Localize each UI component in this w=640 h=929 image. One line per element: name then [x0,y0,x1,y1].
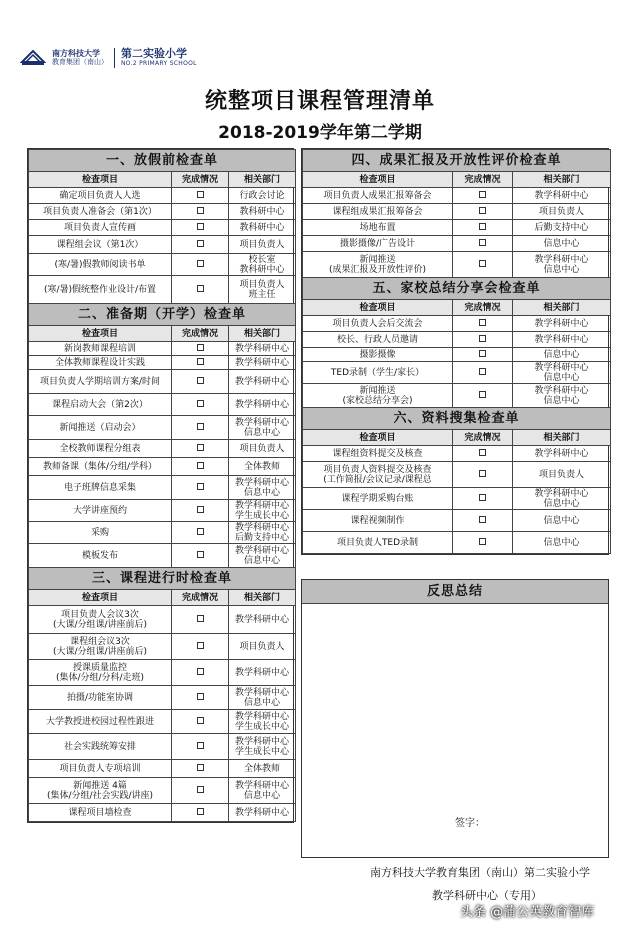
related-dept: 教学科研中心 信息中心 [229,544,296,568]
completion-cell [453,316,513,332]
checklist-table [302,149,611,554]
checklist-row [303,188,611,204]
completion-cell [172,522,229,544]
header-status: 完成情况 [172,172,229,188]
related-dept: 教学科研中心 后勤支持中心 [229,522,296,544]
completion-cell [453,348,513,362]
header-item: 检查项目 [29,326,172,342]
section-title-row [303,150,611,172]
header-dept: 相关部门 [229,172,296,188]
related-dept: 教学科研中心 信息中心 [229,686,296,710]
completion-cell [172,394,229,416]
column-header-row [303,300,611,316]
checklist-row [29,254,296,276]
completion-checkbox[interactable] [197,207,204,214]
header-dept: 相关部门 [513,430,611,446]
checklist-row [29,500,296,522]
related-dept: 教学科研中心 [229,342,296,356]
completion-cell [172,606,229,634]
related-dept: 全体教师 [229,458,296,476]
completion-checkbox[interactable] [479,470,486,477]
completion-checkbox[interactable] [197,444,204,451]
left-checklist-column [27,148,294,823]
related-dept: 项目负责人 [229,634,296,660]
check-item: 课程视频制作 [303,510,453,532]
checklist-row [29,416,296,440]
header-dept: 相关部门 [229,590,296,606]
school-logo [20,48,197,68]
checklist-row [29,220,296,236]
header-dept: 相关部门 [513,172,611,188]
completion-cell [172,204,229,220]
logo-school-name: 第二实验小学 [121,47,187,60]
completion-checkbox[interactable] [197,344,204,351]
completion-cell [172,804,229,822]
related-dept: 教学科研中心 [229,804,296,822]
section-title: 三、课程进行时检查单 [29,568,296,590]
check-item: 采购 [29,522,172,544]
section-title: 五、家校总结分享会检查单 [303,278,611,300]
completion-checkbox[interactable] [479,391,486,398]
checklist-row [29,778,296,804]
section-title: 六、资料搜集检查单 [303,408,611,430]
related-dept: 教学科研中心 学生成长中心 [229,710,296,734]
completion-checkbox[interactable] [197,285,204,292]
related-dept: 信息中心 [513,236,611,252]
related-dept: 信息中心 [513,348,611,362]
completion-cell [453,384,513,408]
completion-cell [172,188,229,204]
checklist-row [303,362,611,384]
check-item: 社会实践统筹安排 [29,734,172,760]
completion-checkbox[interactable] [479,538,486,545]
completion-cell [453,510,513,532]
footer-dept: 教学科研中心（专用） [432,889,542,902]
completion-cell [172,236,229,254]
completion-cell [172,220,229,236]
column-header-row [29,172,296,188]
checklist-row [303,252,611,278]
check-item: 新闻推送 4篇 (集体/分组/社会实践/讲座) [29,778,172,804]
right-checklist-column [301,148,609,555]
related-dept: 信息中心 [513,532,611,554]
header-dept: 相关部门 [513,300,611,316]
header-status: 完成情况 [172,590,229,606]
completion-checkbox[interactable] [197,423,204,430]
check-item: 新闻推送（启动会） [29,416,172,440]
checklist-row [29,710,296,734]
check-item: (寒/暑)假统整作业设计/布置 [29,276,172,304]
section-title: 一、放假前检查单 [29,150,296,172]
header-status: 完成情况 [453,300,513,316]
check-item: 全体教师课程设计实践 [29,356,172,370]
check-item: 项目负责人TED录制 [303,532,453,554]
related-dept: 教学科研中心 [229,370,296,394]
completion-checkbox[interactable] [197,717,204,724]
page-title: 统整项目课程管理清单 [204,89,435,114]
checklist-row [29,236,296,254]
completion-checkbox[interactable] [197,377,204,384]
checklist-row [29,276,296,304]
related-dept: 教学科研中心 [513,316,611,332]
check-item: 摄影摄像/广告设计 [303,236,453,252]
check-item: 校长、行政人员邀请 [303,332,453,348]
check-item: 教师备课（集体/分组/学科） [29,458,172,476]
checklist-row [303,532,611,554]
completion-cell [172,660,229,686]
checklist-row [29,686,296,710]
header-dept: 相关部门 [229,326,296,342]
completion-cell [453,188,513,204]
reflection-title: 反思总结 [302,580,608,604]
column-header-row [303,430,611,446]
check-item: 新闻推送 (成果汇报及开放性评价) [303,252,453,278]
related-dept: 教学科研中心 [513,188,611,204]
check-item: 场地布置 [303,220,453,236]
completion-checkbox[interactable] [197,615,204,622]
check-item: 授课质量监控 (集体/分组/分科/走班) [29,660,172,686]
completion-checkbox[interactable] [479,449,486,456]
related-dept: 教学科研中心 信息中心 [229,778,296,804]
completion-cell [172,254,229,276]
signature-label: 签字： [455,818,485,829]
completion-cell [172,370,229,394]
section-title-row [29,568,296,590]
related-dept: 项目负责人 [229,440,296,458]
completion-checkbox[interactable] [197,668,204,675]
related-dept: 教学科研中心 信息中心 [229,476,296,500]
completion-cell [172,544,229,568]
completion-checkbox[interactable] [197,483,204,490]
column-header-row [303,172,611,188]
completion-checkbox[interactable] [197,400,204,407]
related-dept: 信息中心 [513,510,611,532]
check-item: 摄影摄像 [303,348,453,362]
logo-org-line1: 南方科技大学 [52,49,100,58]
checklist-row [303,488,611,510]
completion-checkbox[interactable] [197,808,204,815]
completion-checkbox[interactable] [197,764,204,771]
check-item: 项目负责人会议3次 (大课/分组课/讲座前后) [29,606,172,634]
related-dept: 后勤支持中心 [513,220,611,236]
check-item: 项目负责人专项培训 [29,760,172,778]
checklist-row [29,804,296,822]
checklist-row [29,394,296,416]
completion-checkbox[interactable] [197,693,204,700]
related-dept: 教学科研中心 [229,606,296,634]
check-item: 课程项目墙检查 [29,804,172,822]
check-item: 大学教授进校园过程性跟进 [29,710,172,734]
related-dept: 教学科研中心 信息中心 [513,488,611,510]
completion-cell [453,488,513,510]
check-item: TED录制（学生/家长） [303,362,453,384]
completion-checkbox[interactable] [197,528,204,535]
completion-checkbox[interactable] [479,350,486,357]
completion-cell [172,634,229,660]
related-dept: 项目负责人 [513,462,611,488]
completion-cell [453,532,513,554]
checklist-row [29,734,296,760]
checklist-row [29,204,296,220]
checklist-row [303,510,611,532]
checklist-table [28,149,296,822]
completion-checkbox[interactable] [479,516,486,523]
completion-cell [172,500,229,522]
logo-org-line2: 教育集团（南山） [52,58,108,66]
completion-checkbox[interactable] [197,223,204,230]
check-item: 课程学期采购台账 [303,488,453,510]
logo-school-text [121,48,197,68]
check-item: 项目负责人会后交流会 [303,316,453,332]
completion-cell [453,446,513,462]
checklist-row [29,522,296,544]
completion-cell [172,458,229,476]
related-dept: 教科研中心 [229,204,296,220]
checklist-row [303,348,611,362]
check-item: 大学讲座预约 [29,500,172,522]
section-title: 四、成果汇报及开放性评价检查单 [303,150,611,172]
section-title-row [303,408,611,430]
check-item: 课程组资料提交及核查 [303,446,453,462]
checklist-row [303,220,611,236]
check-item: 模板发布 [29,544,172,568]
completion-checkbox[interactable] [479,239,486,246]
completion-cell [453,252,513,278]
check-item: 拍摄/功能室协调 [29,686,172,710]
checklist-row [303,332,611,348]
header-status: 完成情况 [172,326,229,342]
completion-cell [172,710,229,734]
related-dept: 教学科研中心 信息中心 [513,384,611,408]
check-item: 课程启动大会（第2次） [29,394,172,416]
related-dept: 教学科研中心 [229,394,296,416]
related-dept: 教学科研中心 [513,332,611,348]
checklist-row [29,476,296,500]
section-title-row [29,150,296,172]
related-dept: 行政会讨论 [229,188,296,204]
column-header-row [29,590,296,606]
completion-checkbox[interactable] [197,642,204,649]
related-dept: 教学科研中心 学生成长中心 [229,734,296,760]
footer-org: 南方科技大学教育集团（南山）第二实验小学 [370,866,590,879]
checklist-row [29,660,296,686]
related-dept: 教科研中心 [229,220,296,236]
completion-cell [453,220,513,236]
completion-checkbox[interactable] [197,742,204,749]
completion-cell [453,236,513,252]
page-subtitle: 2018-2019学年第二学期 [218,123,422,143]
checklist-row [29,760,296,778]
completion-checkbox[interactable] [479,335,486,342]
completion-checkbox[interactable] [197,240,204,247]
related-dept: 教学科研中心 信息中心 [513,252,611,278]
related-dept: 项目负责人 [513,204,611,220]
completion-checkbox[interactable] [479,191,486,198]
completion-cell [172,356,229,370]
completion-cell [172,686,229,710]
check-item: 项目负责人准备会（第1次） [29,204,172,220]
completion-checkbox[interactable] [479,368,486,375]
section-title-row [29,304,296,326]
checklist-row [29,188,296,204]
completion-checkbox[interactable] [479,260,486,267]
checklist-row [303,316,611,332]
check-item: 课程组会议（第1次） [29,236,172,254]
header-status: 完成情况 [453,430,513,446]
completion-cell [172,734,229,760]
section-title-row [303,278,611,300]
check-item: 项目负责人成果汇报筹备会 [303,188,453,204]
related-dept: 项目负责人 [229,236,296,254]
check-item: (寒/暑)假教师阅读书单 [29,254,172,276]
header-status: 完成情况 [453,172,513,188]
check-item: 项目负责人宣传画 [29,220,172,236]
related-dept: 教学科研中心 [229,356,296,370]
checklist-row [303,384,611,408]
completion-cell [172,778,229,804]
related-dept: 教学科研中心 [513,446,611,462]
header-item: 检查项目 [303,300,453,316]
completion-cell [453,362,513,384]
completion-cell [172,342,229,356]
check-item: 全校教师课程分组表 [29,440,172,458]
watermark: 头条 @蒲公英教育智库 [460,905,595,920]
related-dept: 校长室 教科研中心 [229,254,296,276]
completion-checkbox[interactable] [197,551,204,558]
completion-checkbox[interactable] [479,494,486,501]
completion-checkbox[interactable] [197,462,204,469]
completion-checkbox[interactable] [197,506,204,513]
header-item: 检查项目 [303,430,453,446]
logo-divider [114,48,115,68]
header-item: 检查项目 [29,590,172,606]
completion-checkbox[interactable] [479,319,486,326]
completion-cell [172,440,229,458]
check-item: 课程组会议3次 (大课/分组课/讲座前后) [29,634,172,660]
related-dept: 教学科研中心 信息中心 [513,362,611,384]
completion-cell [172,276,229,304]
completion-checkbox[interactable] [479,207,486,214]
completion-checkbox[interactable] [197,786,204,793]
section-title: 二、准备期（开学）检查单 [29,304,296,326]
completion-checkbox[interactable] [197,260,204,267]
related-dept: 教学科研中心 学生成长中心 [229,500,296,522]
checklist-row [29,634,296,660]
checklist-row [29,606,296,634]
column-header-row [29,326,296,342]
logo-org-text [52,50,108,66]
related-dept: 项目负责人 班主任 [229,276,296,304]
checklist-row [29,544,296,568]
checklist-row [303,462,611,488]
completion-cell [172,760,229,778]
check-item: 新闻推送 (家校总结分享会) [303,384,453,408]
checklist-row [29,440,296,458]
completion-cell [453,332,513,348]
completion-checkbox[interactable] [479,223,486,230]
logo-school-en: NO.2 PRIMARY SCHOOL [121,60,197,67]
completion-cell [453,462,513,488]
related-dept: 全体教师 [229,760,296,778]
checklist-row [29,342,296,356]
header-item: 检查项目 [29,172,172,188]
related-dept: 教学科研中心 信息中心 [229,416,296,440]
checklist-row [29,458,296,476]
check-item: 确定项目负责人人选 [29,188,172,204]
checklist-row [303,204,611,220]
header-item: 检查项目 [303,172,453,188]
checklist-row [303,446,611,462]
check-item: 新岗教师课程培训 [29,342,172,356]
checklist-row [29,356,296,370]
checklist-row [303,236,611,252]
completion-cell [172,416,229,440]
check-item: 项目负责人资料提交及核查 (工作简报/会议记录/课程总 [303,462,453,488]
related-dept: 教学科研中心 [229,660,296,686]
completion-checkbox[interactable] [197,191,204,198]
checklist-row [29,370,296,394]
check-item: 课程组成果汇报筹备会 [303,204,453,220]
check-item: 电子班牌信息采集 [29,476,172,500]
completion-cell [453,204,513,220]
check-item: 项目负责人学期培训方案/时间 [29,370,172,394]
completion-cell [172,476,229,500]
school-emblem-icon [20,48,46,68]
completion-checkbox[interactable] [197,358,204,365]
